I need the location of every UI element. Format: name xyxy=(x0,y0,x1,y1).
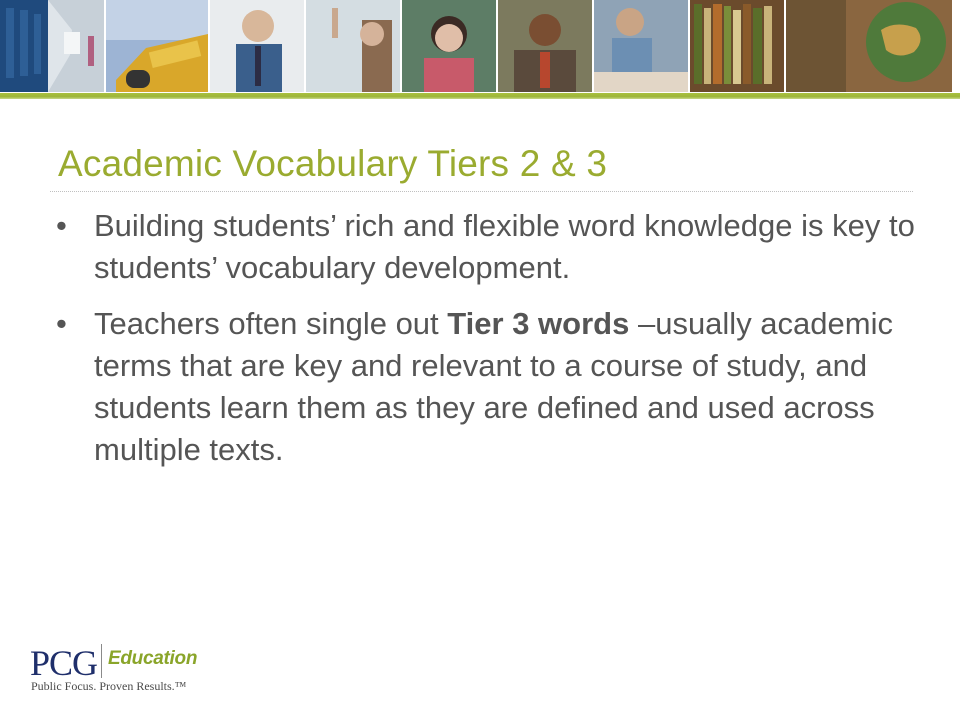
teacher-man-smiling-photo xyxy=(498,0,592,92)
bullet-text: Building students’ rich and flexible word knowledge is key to students’ vocabulary development. xyxy=(94,208,915,285)
bullet-text-end: –usually academic terms that are key and relevant to a course of study, and students learn them as they are defined and used across multiple texts. xyxy=(94,306,893,467)
slide-title: Academic Vocabulary Tiers 2 & 3 xyxy=(58,143,608,184)
bullet-item xyxy=(56,205,916,289)
pcg-education-logo xyxy=(30,640,230,700)
teacher-man-photo xyxy=(210,0,304,92)
logo-divider xyxy=(101,644,102,678)
bullet-text-start: Teachers often single out xyxy=(94,306,448,341)
bullet-marker: • xyxy=(56,208,67,243)
school-hallway-photo xyxy=(0,0,104,92)
logo-tagline: Public Focus. Proven Results.™ xyxy=(31,679,187,693)
header-photo-strip xyxy=(0,0,960,92)
logo-division: Education xyxy=(108,648,198,669)
bullet-item xyxy=(56,303,916,471)
logo-brand: PCG xyxy=(30,643,98,683)
header-accent-rule xyxy=(0,93,960,99)
title-divider xyxy=(50,191,913,192)
bullet-list xyxy=(56,205,916,485)
bullet-marker: • xyxy=(56,306,67,341)
school-bus-photo xyxy=(106,0,208,92)
globe-photo xyxy=(786,0,952,92)
bookshelf-photo xyxy=(690,0,784,92)
teacher-woman-photo xyxy=(402,0,496,92)
bullet-bold-term: Tier 3 words xyxy=(447,306,630,341)
student-whiteboard-photo xyxy=(306,0,400,92)
student-writing-photo xyxy=(594,0,688,92)
